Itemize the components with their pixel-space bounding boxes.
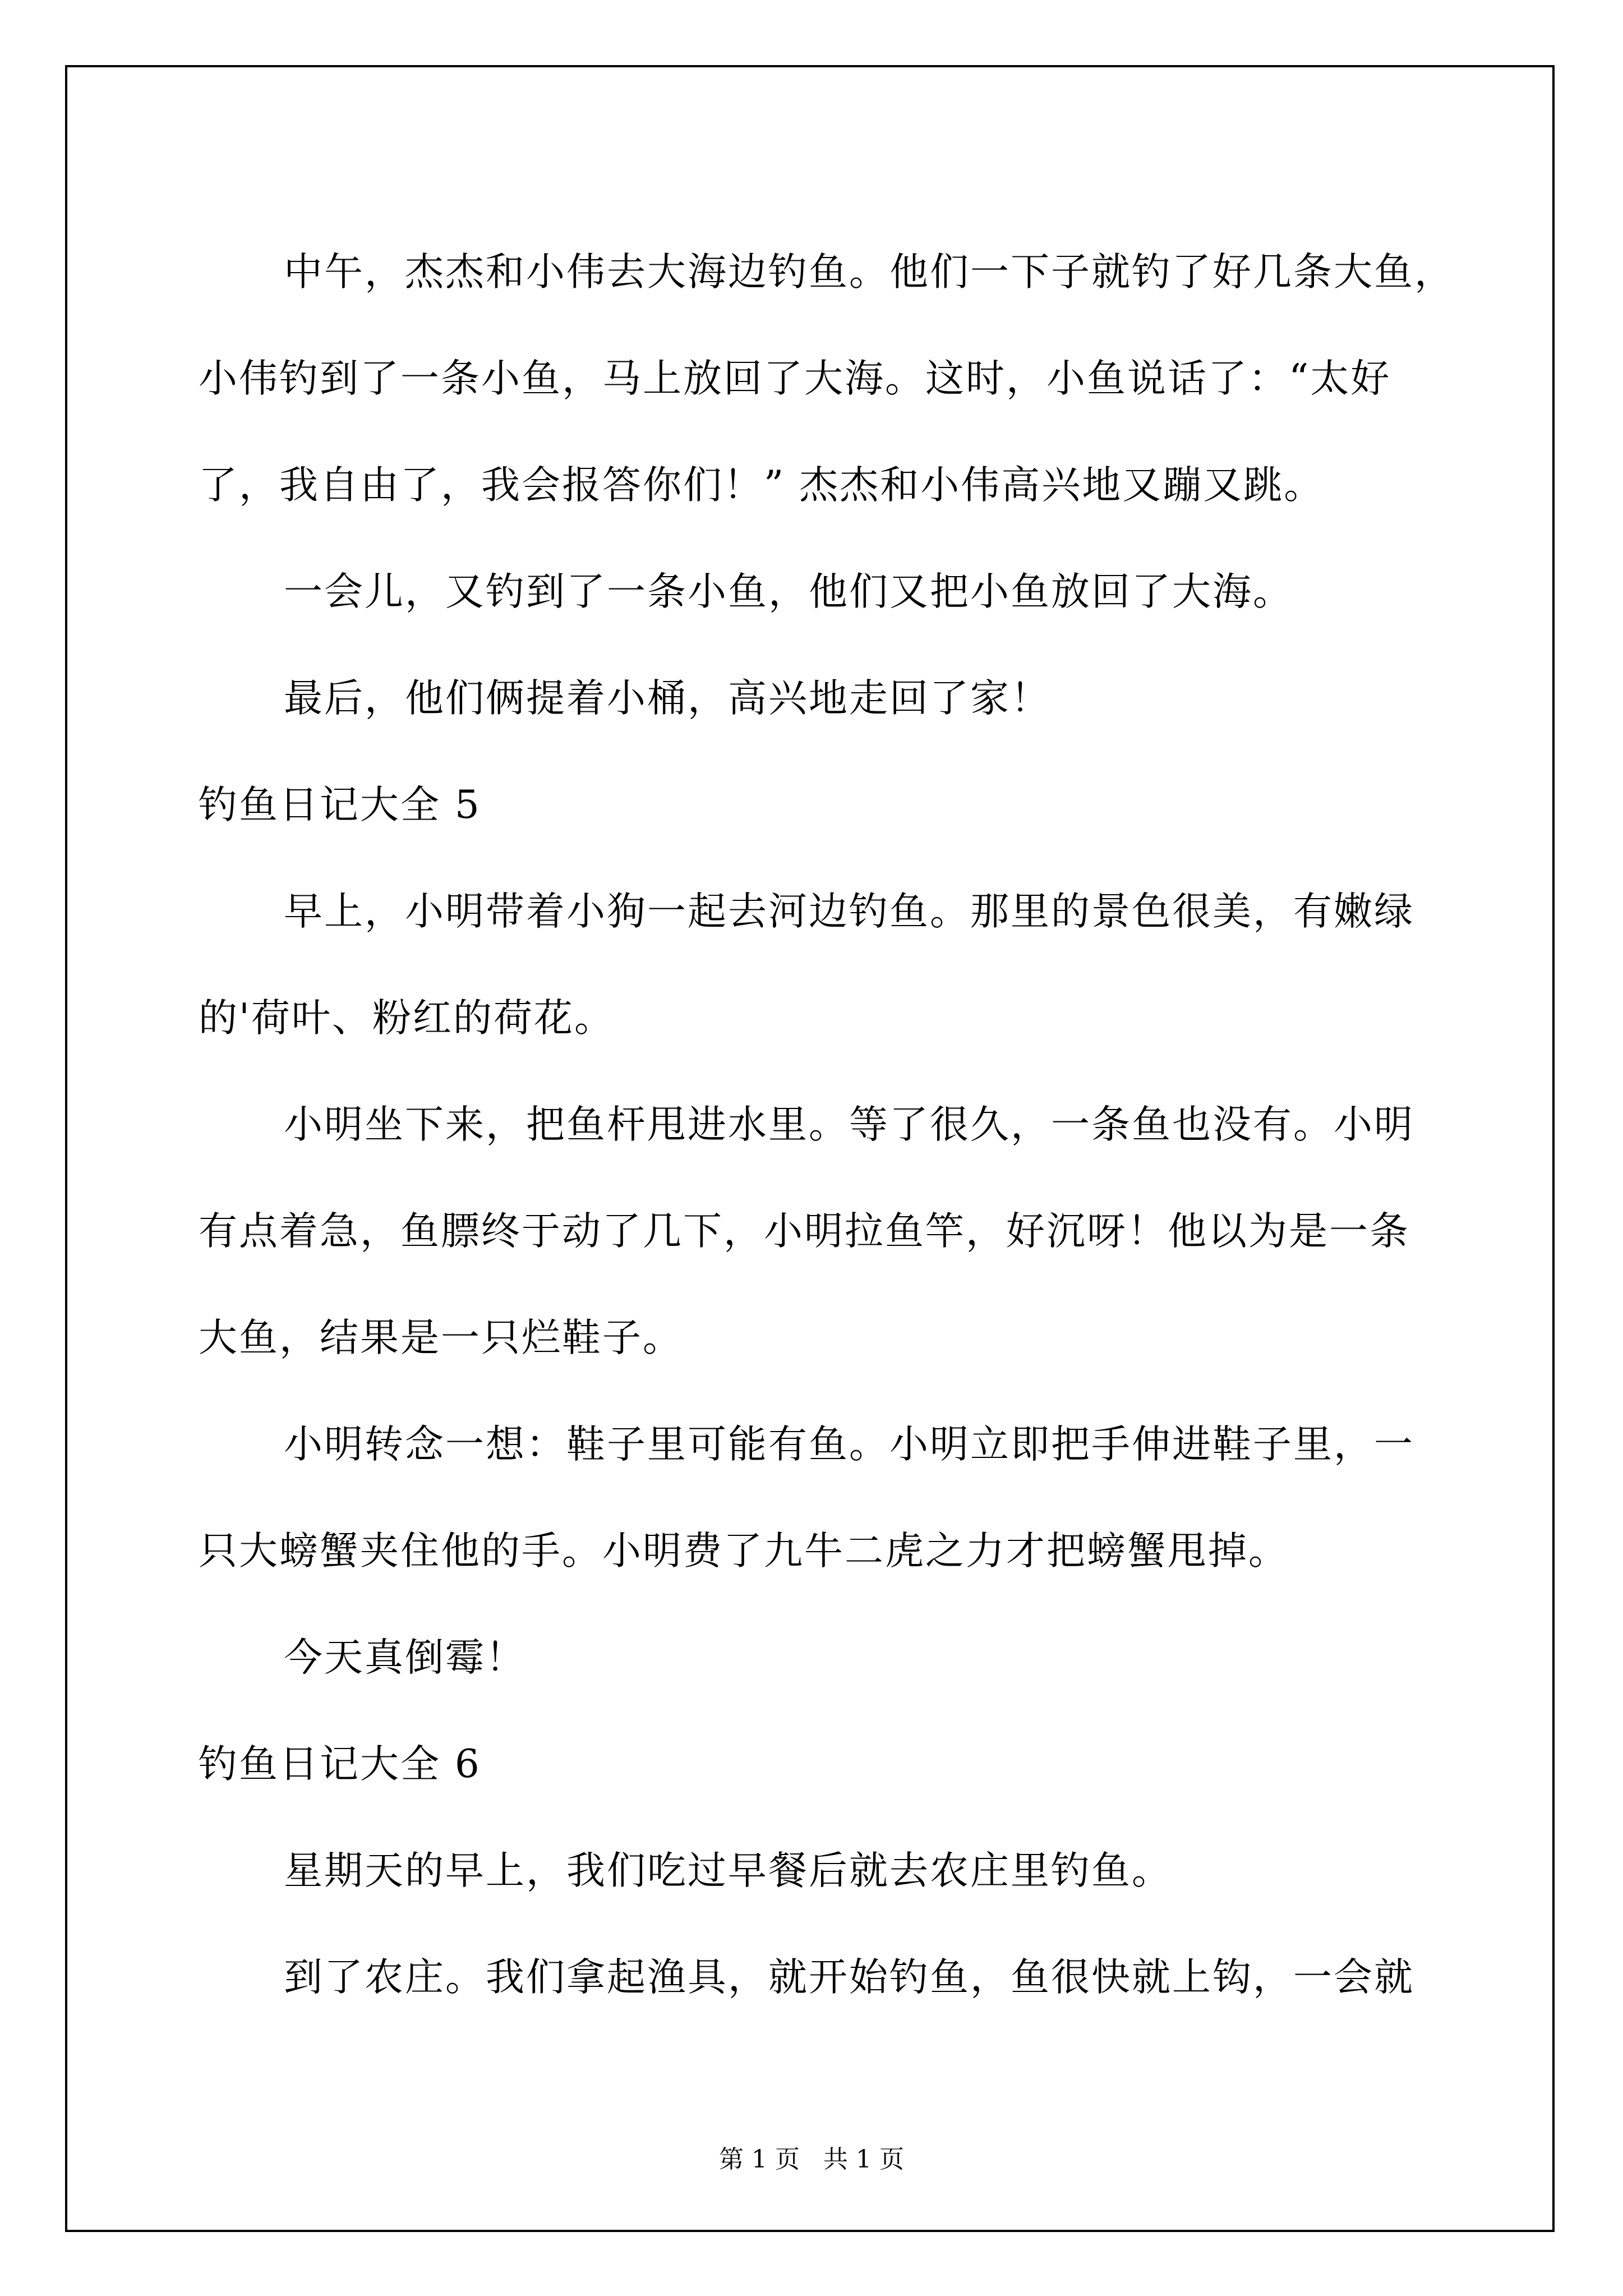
text-line: 小明坐下来，把鱼杆甩进水里。等了很久，一条鱼也没有。小明: [284, 1102, 1414, 1147]
text-line: 星期天的早上，我们吃过早餐后就去农庄里钓鱼。: [284, 1848, 1172, 1893]
text-line: 中午，杰杰和小伟去大海边钓鱼。他们一下子就钓了好几条大鱼，: [284, 250, 1455, 295]
page-footer: 第 1 页 共 1 页: [719, 2145, 904, 2174]
text-line: 了，我自由了，我会报答你们！” 杰杰和小伟高兴地又蹦又跳。: [199, 463, 1325, 508]
text-line: 早上，小明带着小狗一起去河边钓鱼。那里的景色很美，有嫩绿: [284, 889, 1414, 934]
text-line: 小明转念一想：鞋子里可能有鱼。小明立即把手伸进鞋子里，一: [284, 1422, 1414, 1467]
section-heading: 钓鱼日记大全 5: [199, 783, 481, 827]
text-line: 最后，他们俩提着小桶，高兴地走回了家！: [284, 676, 1051, 721]
text-line: 大鱼，结果是一只烂鞋子。: [199, 1315, 683, 1360]
text-line: 有点着急，鱼膘终于动了几下，小明拉鱼竿，好沉呀！他以为是一条: [199, 1209, 1410, 1254]
text-line: 到了农庄。我们拿起渔具，就开始钓鱼，鱼很快就上钩，一会就: [284, 1955, 1414, 2000]
text-line: 的'荷叶、粉红的荷花。: [199, 996, 615, 1041]
document-body: [199, 219, 1455, 2031]
text-line: 只大螃蟹夹住他的手。小明费了九牛二虎之力才把螃蟹甩掉。: [199, 1529, 1289, 1573]
text-line: 一会儿，又钓到了一条小鱼，他们又把小鱼放回了大海。: [284, 569, 1293, 614]
section-heading: 钓鱼日记大全 6: [199, 1742, 481, 1787]
text-line: 今天真倒霉！: [284, 1635, 526, 1680]
text-line: 小伟钓到了一条小鱼，马上放回了大海。这时，小鱼说话了：“太好: [199, 356, 1391, 401]
